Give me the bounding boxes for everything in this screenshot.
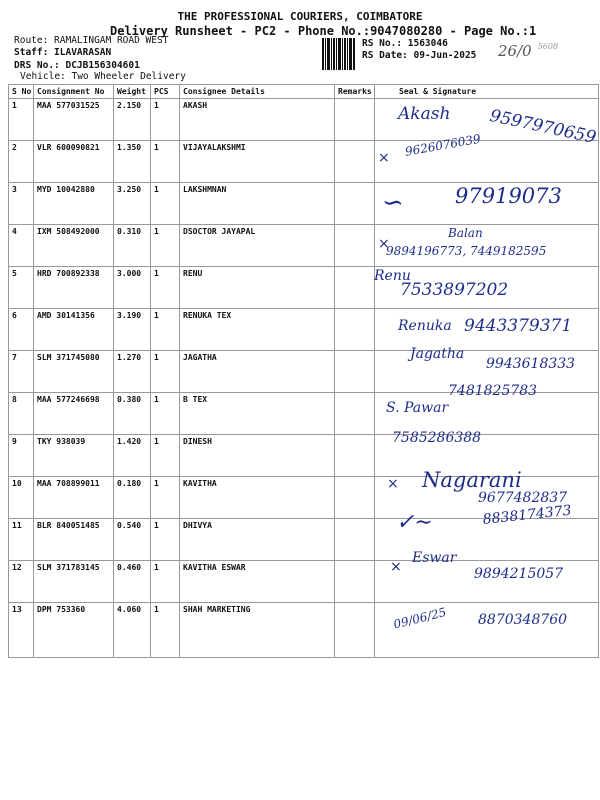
cell-consignment: MAA 577246698: [34, 393, 114, 435]
signature-4-phone: 9894196773, 7449182595: [386, 244, 547, 258]
table-row: [9, 603, 599, 658]
cell-remarks: [335, 393, 375, 435]
cell-remarks: [335, 435, 375, 477]
cross-mark-icon: ×: [378, 150, 390, 166]
cell-weight: 4.060: [114, 603, 151, 658]
cell-sno: 2: [9, 141, 34, 183]
signature-7-phone: 9943618333: [486, 356, 576, 372]
cell-consignee: SHAH MARKETING: [180, 603, 335, 658]
cross-mark-icon: ×: [390, 559, 402, 575]
signature-6-name: Renuka: [398, 318, 452, 334]
cell-remarks: [335, 477, 375, 519]
cell-sno: 9: [9, 435, 34, 477]
handwritten-date: [498, 42, 558, 60]
cell-remarks: [335, 225, 375, 267]
cell-weight: 0.540: [114, 519, 151, 561]
company-title: THE PROFESSIONAL COURIERS, COIMBATORE: [177, 10, 423, 23]
cell-consignment: SLM 371745080: [34, 351, 114, 393]
cell-weight: 2.150: [114, 99, 151, 141]
cell-weight: 3.190: [114, 309, 151, 351]
col-weight: Weight: [114, 85, 151, 99]
signature-10-phone: 9677482837: [478, 490, 568, 506]
cross-mark-icon: ×: [387, 476, 399, 492]
cell-remarks: [335, 183, 375, 225]
cell-pcs: 1: [151, 603, 180, 658]
cell-consignment: BLR 840051485: [34, 519, 114, 561]
signature-12-phone: 9894215057: [474, 566, 564, 582]
signature-11-phone: 8838174373: [482, 502, 573, 528]
signature-11-mark: ✓∼: [396, 510, 433, 535]
cell-pcs: 1: [151, 183, 180, 225]
barcode-image: [322, 38, 355, 70]
signature-3-phone: 97919073: [455, 184, 562, 208]
cell-weight: 3.000: [114, 267, 151, 309]
cell-consignee: DINESH: [180, 435, 335, 477]
cell-consignment: DPM 753360: [34, 603, 114, 658]
cell-remarks: [335, 351, 375, 393]
cell-pcs: 1: [151, 351, 180, 393]
cell-remarks: [335, 267, 375, 309]
cell-sno: 4: [9, 225, 34, 267]
cell-sno: 10: [9, 477, 34, 519]
signature-9-phone: 7585286388: [392, 430, 482, 446]
cell-consignee: DHIVYA: [180, 519, 335, 561]
signature-5-name: Renu: [374, 268, 411, 284]
cell-consignment: HRD 700892338: [34, 267, 114, 309]
signature-3-mark: ∽: [382, 188, 404, 218]
col-consignee: Consignee Details: [180, 85, 335, 99]
cell-weight: 1.350: [114, 141, 151, 183]
handwritten-date-text: 26/0: [498, 42, 532, 60]
col-consignment: Consignment No: [34, 85, 114, 99]
cell-weight: 0.180: [114, 477, 151, 519]
cell-pcs: 1: [151, 141, 180, 183]
cell-pcs: 1: [151, 435, 180, 477]
cell-remarks: [335, 141, 375, 183]
cell-sno: 11: [9, 519, 34, 561]
signature-12-name: Eswar: [412, 550, 457, 566]
cell-pcs: 1: [151, 225, 180, 267]
cell-consignee: RENU: [180, 267, 335, 309]
cell-consignee: RENUKA TEX: [180, 309, 335, 351]
cell-weight: 0.460: [114, 561, 151, 603]
signature-6-phone: 9443379371: [464, 316, 573, 336]
cell-sno: 6: [9, 309, 34, 351]
cell-pcs: 1: [151, 561, 180, 603]
cell-weight: 3.250: [114, 183, 151, 225]
cell-weight: 1.420: [114, 435, 151, 477]
cell-pcs: 1: [151, 267, 180, 309]
cell-consignment: TKY 938039: [34, 435, 114, 477]
cell-remarks: [335, 309, 375, 351]
cell-consignment: VLR 600090821: [34, 141, 114, 183]
cell-weight: 0.310: [114, 225, 151, 267]
signature-5-phone: 7533897202: [400, 280, 509, 300]
faint-corner-number: 5608: [537, 42, 559, 51]
signature-7-name: Jagatha: [410, 346, 465, 362]
cell-pcs: 1: [151, 309, 180, 351]
cell-consignee: KAVITHA ESWAR: [180, 561, 335, 603]
cell-consignee: B TEX: [180, 393, 335, 435]
signature-8-phone: 7481825783: [448, 383, 538, 399]
cell-pcs: 1: [151, 393, 180, 435]
table-header-row: [9, 85, 599, 99]
cell-sno: 8: [9, 393, 34, 435]
cell-sno: 1: [9, 99, 34, 141]
table-row: [9, 267, 599, 309]
cell-consignee: DSOCTOR JAYAPAL: [180, 225, 335, 267]
signature-8-name: S. Pawar: [386, 400, 449, 416]
cell-consignment: SLM 371783145: [34, 561, 114, 603]
rs-number: RS No.: 1563046: [362, 38, 448, 49]
cell-sno: 7: [9, 351, 34, 393]
cell-consignee: JAGATHA: [180, 351, 335, 393]
staff-label: Staff: ILAVARASAN: [14, 47, 112, 58]
col-remarks: Remarks: [335, 85, 375, 99]
col-pcs: PCS: [151, 85, 180, 99]
signature-10-name: Nagarani: [422, 468, 522, 492]
signature-1-phone: 9597970659: [487, 106, 598, 149]
signature-4-name: Balan: [448, 226, 483, 240]
cell-pcs: 1: [151, 477, 180, 519]
signature-13-phone: 8870348760: [478, 612, 568, 628]
cell-sno: 5: [9, 267, 34, 309]
cell-sno: 12: [9, 561, 34, 603]
cell-remarks: [335, 561, 375, 603]
cell-pcs: 1: [151, 519, 180, 561]
signature-13-date: 09/06/25: [392, 604, 448, 632]
cell-consignment: MYD 10042880: [34, 183, 114, 225]
cell-consignee: AKASH: [180, 99, 335, 141]
cell-consignment: MAA 708899011: [34, 477, 114, 519]
cell-weight: 1.270: [114, 351, 151, 393]
signature-1-name: Akash: [398, 104, 451, 124]
cell-remarks: [335, 99, 375, 141]
col-signature: Seal & Signature: [375, 85, 599, 99]
cell-consignee: LAKSHMNAN: [180, 183, 335, 225]
route-label: Route: RAMALINGAM ROAD WEST: [14, 35, 169, 46]
table-row: [9, 141, 599, 183]
drs-number: DRS No.: DCJB156304601: [14, 60, 140, 71]
cell-signature: [375, 603, 599, 658]
cell-consignee: VIJAYALAKSHMI: [180, 141, 335, 183]
cell-remarks: [335, 519, 375, 561]
cell-sno: 3: [9, 183, 34, 225]
signature-2-phone: 9626076039: [404, 131, 482, 159]
rs-date: RS Date: 09-Jun-2025: [362, 50, 477, 61]
col-sno: S No: [9, 85, 34, 99]
cell-consignment: MAA 577031525: [34, 99, 114, 141]
cell-remarks: [335, 603, 375, 658]
cell-weight: 0.380: [114, 393, 151, 435]
cell-sno: 13: [9, 603, 34, 658]
runsheet-title: Delivery Runsheet - PC2 - Phone No.:9047080280 - Page No.:1: [110, 24, 537, 38]
cell-consignee: KAVITHA: [180, 477, 335, 519]
vehicle-label: Vehicle: Two Wheeler Delivery: [20, 71, 186, 82]
cross-mark-icon: ×: [378, 236, 390, 252]
cell-consignment: AMD 30141356: [34, 309, 114, 351]
cell-consignment: IXM 508492000: [34, 225, 114, 267]
cell-pcs: 1: [151, 99, 180, 141]
